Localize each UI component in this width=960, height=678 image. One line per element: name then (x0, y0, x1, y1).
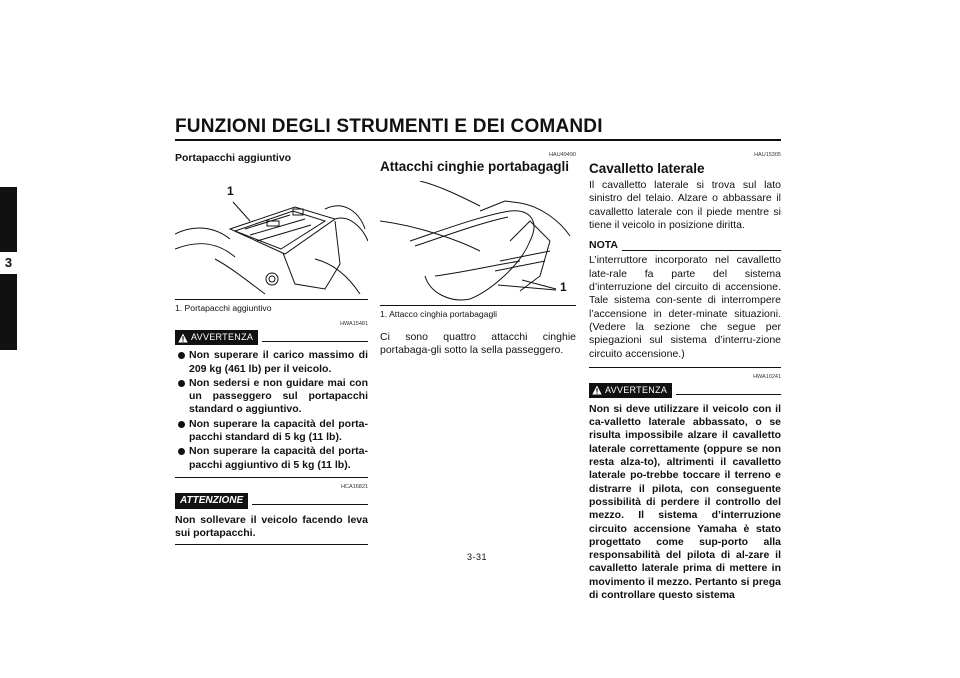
page-number: 3-31 (467, 552, 488, 562)
figure-caption: 1. Portapacchi aggiuntivo (175, 303, 272, 314)
title-rule (175, 139, 781, 141)
warning-list (175, 349, 368, 472)
figure-portapacchi (175, 169, 368, 300)
figure-attacchi (380, 181, 576, 306)
section-heading-portapacchi: Portapacchi aggiuntivo (175, 152, 292, 164)
body-text: Ci sono quattro attacchi cinghie portabaga-gli sotto la sella passeggero. (380, 331, 576, 357)
caution-ref: HCA16821 (341, 483, 368, 490)
section-heading-cavalletto: Cavalletto laterale (589, 161, 705, 176)
nota-text: L’interruttore incorporato nel cavalletto late-rale fa parte del sistema d’interruzione del circuito di accensione. Tale sistema con-sente di interrompere l’accensione in deter-minate situazioni. (Vedere la sezione che segue per spiegazioni sul sistema d’interru-zione circuito accensione.) (589, 254, 781, 360)
section-ref: HAU15305 (754, 152, 781, 158)
column-3 (589, 152, 781, 602)
page-title: FUNZIONI DEGLI STRUMENTI E DEI COMANDI (175, 116, 603, 137)
rack-illustration (175, 169, 368, 299)
section-ref: HAU49490 (549, 152, 576, 158)
list-item: Non superare la capacità del porta-pacchi standard di 5 kg (11 lb). (175, 418, 368, 445)
figure-caption: 1. Attacco cinghia portabagagli (380, 309, 498, 319)
figure-callout: 1 (227, 184, 234, 199)
warning-ref: HWA15481 (340, 321, 368, 328)
warning-triangle-icon (592, 385, 602, 395)
warning-badge: AVVERTENZA (589, 383, 672, 398)
warning-badge: AVVERTENZA (175, 330, 258, 345)
column-2 (380, 152, 576, 358)
list-item: Non superare la capacità del porta-pacchi aggiuntivo di 5 kg (11 lb). (175, 445, 368, 472)
caution-badge: ATTENZIONE (175, 493, 248, 509)
warning-header (589, 383, 781, 398)
figure-callout: 1 (560, 280, 567, 294)
warning-triangle-icon (178, 333, 188, 343)
nota-header (589, 239, 781, 252)
nota-label: NOTA (589, 239, 618, 252)
list-item: Non sedersi e non guidare mai con un passeggero sul portapacchi standard o aggiuntivo. (175, 377, 368, 417)
column-1 (175, 152, 368, 545)
body-text: Il cavalletto laterale si trova sul lato sinistro del telaio. Alzare o abbassare il cavalletto laterale con il piede mentre si tiene il veicolo in posizione diritta. (589, 179, 781, 231)
caution-text: Non sollevare il veicolo facendo leva sui portapacchi. (175, 513, 368, 540)
seat-illustration (380, 181, 576, 305)
warning-ref: HWA10241 (753, 373, 781, 380)
list-item: Non superare il carico massimo di 209 kg (461 lb) per il veicolo. (175, 349, 368, 376)
chapter-number: 3 (0, 252, 17, 274)
warning-text: Non si deve utilizzare il veicolo con il ca-valletto laterale abbassato, o se risulta impossibile alzare il cavalletto laterale correttamente (oppure se non resta alza-to), altrimenti il cavalletto laterale po-trebbe toccare il terreno e distrarre il pilota, con conseguente possibilità di perdere il controllo del mezzo. Il sistema d’interruzione circuito accensione Yamaha è stato progettato come sup-porto alla responsabilità del pilota di al-zare il cavalletto laterale prima di mettere in movimento il mezzo. Pertanto si prega di controllare questo sistema (589, 402, 781, 602)
caution-header (175, 493, 368, 509)
warning-header (175, 330, 368, 345)
section-heading-attacchi: Attacchi cinghie portabagagli (380, 159, 570, 174)
